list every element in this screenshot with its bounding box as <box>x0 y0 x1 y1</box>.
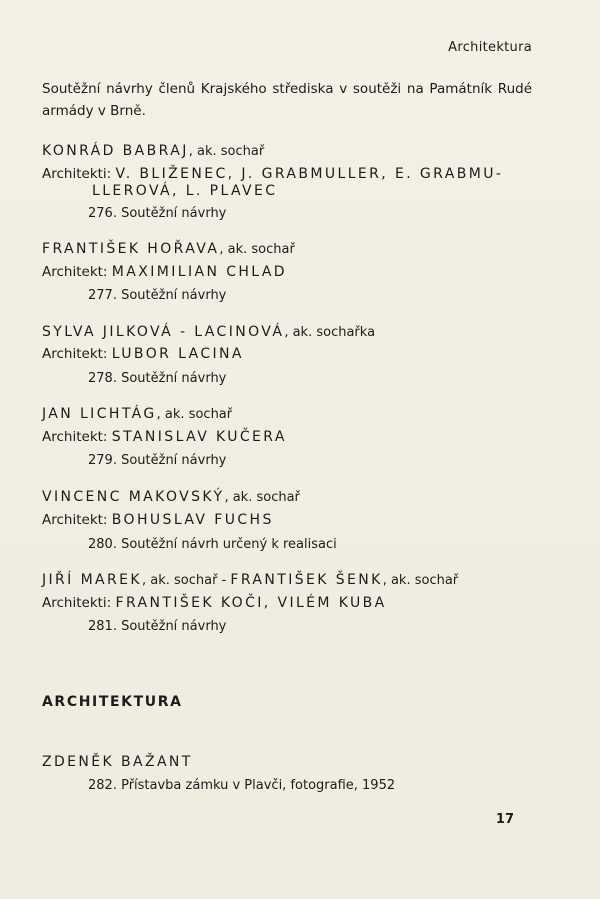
page-number: 17 <box>495 812 514 827</box>
entry-architect-line <box>42 512 274 528</box>
catalog-item: 280. Soutěžní návrh určený k realisaci <box>88 537 337 552</box>
catalog-item: 279. Soutěžní návrhy <box>88 453 227 468</box>
section-entry-name-line <box>42 754 193 770</box>
catalog-item: 278. Soutěžní návrhy <box>88 371 227 386</box>
intro-paragraph: Soutěžní návrhy členů Krajského střediska v soutěži na Památník Rudé armády v Brně. <box>42 81 532 119</box>
sculptor-role-second: , ak. sochař <box>382 573 459 588</box>
sculptor-name: VINCENC MAKOVSKÝ <box>42 489 225 505</box>
entry-sculptor-line <box>42 406 232 422</box>
section-entry-name: ZDENĚK BAŽANT <box>42 754 193 770</box>
sculptor-name: JAN LICHTÁG <box>42 406 157 422</box>
architect-label: Architekti: <box>42 166 112 182</box>
sculptor-name: KONRÁD BABRAJ <box>42 143 189 159</box>
sculptor-role: , ak. sochařka <box>284 325 376 340</box>
sculptor-role: , ak. sochař <box>224 490 300 505</box>
architect-names-continued: LLEROVÁ, L. PLAVEC <box>92 183 278 199</box>
sculptor-name: FRANTIŠEK HOŘAVA <box>42 241 220 257</box>
entry-architect-line-continued <box>92 183 277 199</box>
sculptor-role: , ak. sochař <box>219 242 295 257</box>
entry-sculptor-line <box>42 143 264 159</box>
entry-architect-line <box>42 429 287 445</box>
entry-sculptor-line <box>42 241 295 257</box>
catalog-item: 276. Soutěžní návrhy <box>88 206 227 221</box>
architect-names: BOHUSLAV FUCHS <box>111 512 274 528</box>
sculptor-role: , ak. sochař - <box>141 573 231 588</box>
entry-architect-line <box>42 264 287 280</box>
entry-sculptor-line <box>42 324 375 340</box>
architect-label: Architekt: <box>42 346 108 362</box>
architect-label: Architekti: <box>42 595 112 611</box>
sculptor-name: SYLVA JILKOVÁ - LACINOVÁ <box>42 324 285 340</box>
entry-sculptor-line <box>42 572 458 588</box>
catalog-item: 282. Přístavba zámku v Plavči, fotografie, 1952 <box>88 778 396 793</box>
architect-label: Architekt: <box>42 429 108 445</box>
architect-names: FRANTIŠEK KOČI, VILÉM KUBA <box>115 595 387 611</box>
sculptor-name-second: FRANTIŠEK ŠENK <box>230 572 383 588</box>
catalog-item: 281. Soutěžní návrhy <box>88 619 227 634</box>
architect-names: V. BLIŽENEC, J. GRABMULLER, E. GRABMU- <box>115 166 504 182</box>
architect-names: MAXIMILIAN CHLAD <box>111 264 287 280</box>
section-heading: ARCHITEKTURA <box>42 694 183 710</box>
sculptor-role: , ak. sochař <box>188 144 265 159</box>
entry-architect-line <box>42 166 503 182</box>
sculptor-name: JIŘÍ MAREK <box>42 572 142 588</box>
catalog-item: 277. Soutěžní návrhy <box>88 288 227 303</box>
entry-architect-line <box>42 595 387 611</box>
sculptor-role: , ak. sochař <box>156 407 233 422</box>
architect-label: Architekt: <box>42 264 108 280</box>
running-head: Architektura <box>448 40 532 55</box>
architect-label: Architekt: <box>42 512 108 528</box>
entry-architect-line <box>42 346 244 362</box>
architect-names: STANISLAV KUČERA <box>111 429 287 445</box>
entry-sculptor-line <box>42 489 300 505</box>
architect-names: LUBOR LACINA <box>111 346 244 362</box>
